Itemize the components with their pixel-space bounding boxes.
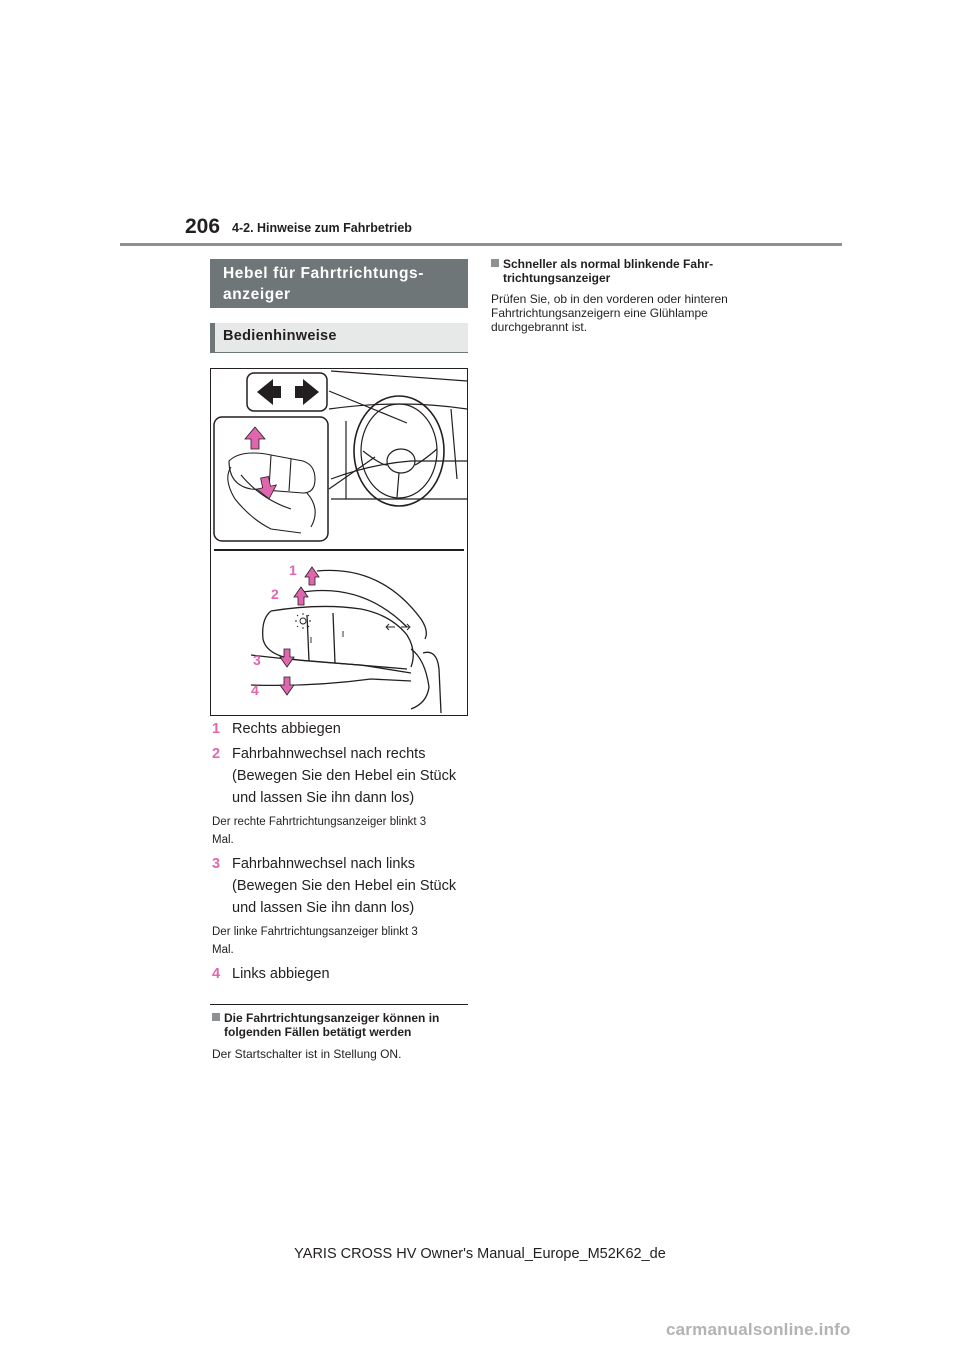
heading-line: Schneller als normal blinkende Fahr- bbox=[503, 257, 714, 271]
note-line: Mal. bbox=[212, 944, 234, 956]
body-line: durchgebrannt ist. bbox=[491, 320, 588, 334]
note-text bbox=[212, 923, 468, 959]
body-line: Prüfen Sie, ob in den vorderen oder hinteren bbox=[491, 292, 728, 306]
right-section-heading bbox=[491, 257, 761, 285]
figure-label-1: 1 bbox=[289, 562, 297, 578]
header-rule bbox=[120, 243, 842, 246]
subsection-title: Bedienhinweise bbox=[210, 323, 468, 353]
square-bullet-icon bbox=[491, 259, 499, 267]
list-item-number: 4 bbox=[212, 966, 221, 982]
list-item-number: 1 bbox=[212, 721, 221, 737]
section-title-line1: Hebel für Fahrtrichtungs- bbox=[223, 265, 425, 282]
list-item-number: 3 bbox=[212, 856, 221, 872]
list-item bbox=[212, 718, 341, 740]
left-section-heading bbox=[212, 1011, 470, 1039]
lever-illustration bbox=[211, 369, 467, 715]
watermark-link[interactable]: carmanualsonline.info bbox=[666, 1320, 851, 1339]
heading-line: Die Fahrtrichtungsanzeiger können in bbox=[224, 1011, 440, 1025]
left-section-body: Der Startschalter ist in Stellung ON. bbox=[212, 1047, 402, 1061]
list-item-text: und lassen Sie ihn dann los) bbox=[232, 900, 415, 916]
list-item-text: Fahrbahnwechsel nach rechts bbox=[232, 746, 426, 762]
heading-line: folgenden Fällen betätigt werden bbox=[224, 1025, 412, 1039]
right-section-body bbox=[491, 292, 761, 334]
section-title-line2: anzeiger bbox=[223, 286, 291, 303]
square-bullet-icon bbox=[212, 1013, 220, 1021]
section-divider bbox=[210, 1004, 468, 1005]
list-item bbox=[212, 963, 330, 985]
figure-label-3: 3 bbox=[253, 652, 261, 668]
page-number: 206 bbox=[185, 215, 221, 238]
list-item-text: und lassen Sie ihn dann los) bbox=[232, 790, 415, 806]
list-item-number: 2 bbox=[212, 746, 221, 762]
list-item-text: (Bewegen Sie den Hebel ein Stück bbox=[232, 768, 457, 784]
note-text bbox=[212, 813, 468, 849]
figure-label-4: 4 bbox=[251, 682, 259, 698]
note-line: Der rechte Fahrtrichtungsanzeiger blinkt 3 bbox=[212, 816, 427, 828]
list-item-text: Links abbiegen bbox=[232, 966, 330, 982]
list-item bbox=[212, 853, 456, 919]
list-item-text: Fahrbahnwechsel nach links bbox=[232, 856, 415, 872]
chapter-title: 4-2. Hinweise zum Fahrbetrieb bbox=[232, 221, 412, 235]
note-line: Mal. bbox=[212, 834, 234, 846]
footer-text: YARIS CROSS HV Owner's Manual_Europe_M52K62_de bbox=[294, 1246, 666, 1262]
figure-label-2: 2 bbox=[271, 586, 279, 602]
list-item-text: Rechts abbiegen bbox=[232, 721, 341, 737]
list-item-text: (Bewegen Sie den Hebel ein Stück bbox=[232, 878, 457, 894]
section-title bbox=[210, 259, 468, 308]
list-item bbox=[212, 743, 456, 809]
turn-signal-lever-figure bbox=[210, 368, 468, 716]
body-line: Fahrtrichtungsanzeigern eine Glühlampe bbox=[491, 306, 708, 320]
note-line: Der linke Fahrtrichtungsanzeiger blinkt 3 bbox=[212, 926, 418, 938]
heading-line: trichtungsanzeiger bbox=[503, 271, 611, 285]
